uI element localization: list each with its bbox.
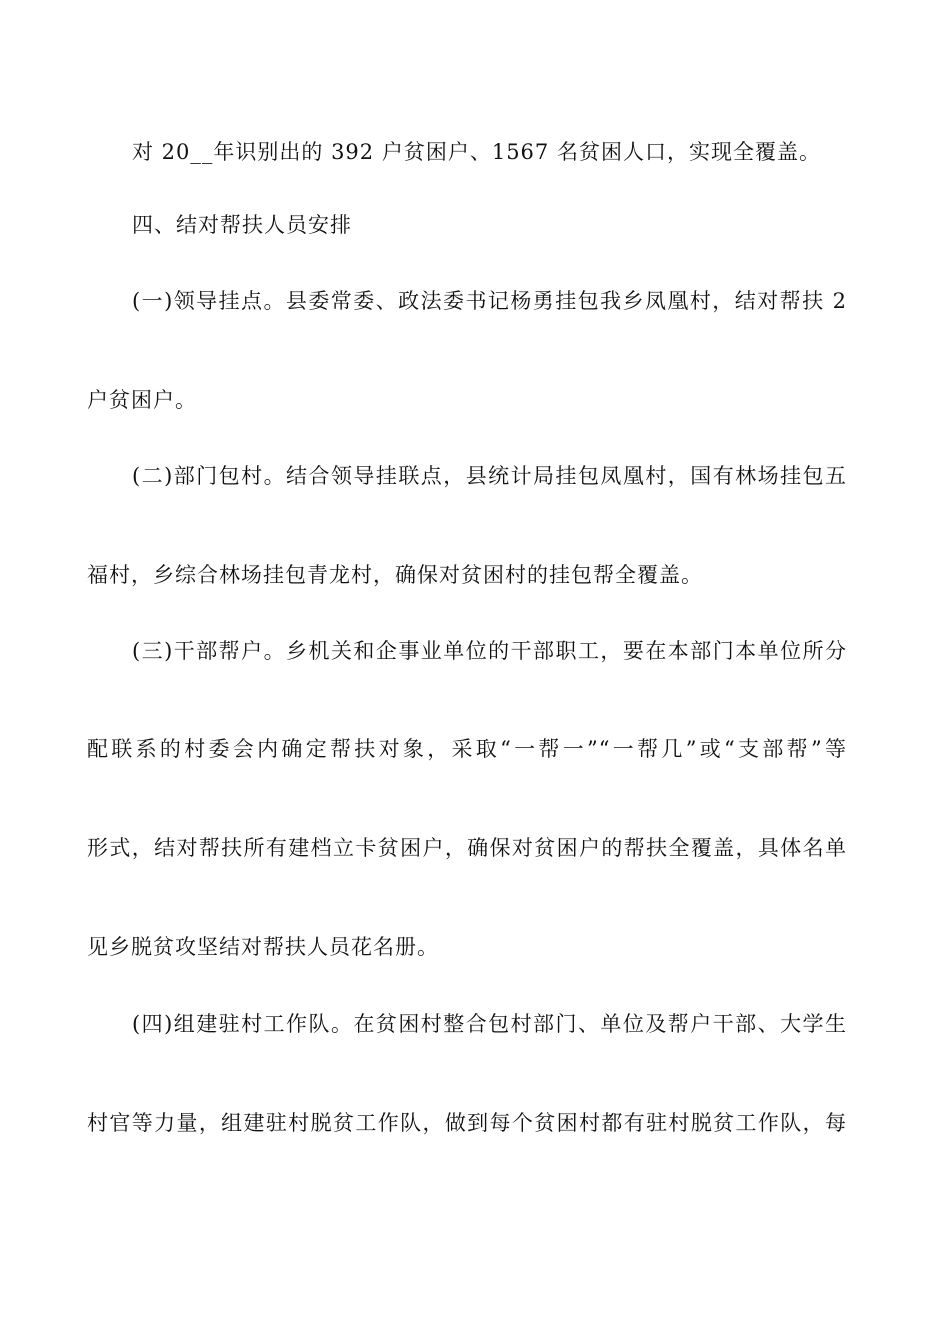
paragraph-line: (三)干部帮户。乡机关和企事业单位的干部职工，要在本部门本单位所分 — [132, 639, 847, 663]
paragraph-line: 见乡脱贫攻坚结对帮扶人员花名册。 — [87, 935, 439, 959]
paragraph-line: 对 20__年识别出的 392 户贫困户、1567 名贫困人口，实现全覆盖。 — [132, 140, 821, 164]
paragraph-line: 形式，结对帮扶所有建档立卡贫困户，确保对贫困户的帮扶全覆盖，具体名单 — [87, 836, 847, 860]
paragraph-line: (四)组建驻村工作队。在贫困村整合包村部门、单位及帮户干部、大学生 — [132, 1012, 847, 1036]
paragraph-line: 村官等力量，组建驻村脱贫工作队，做到每个贫困村都有驻村脱贫工作队，每 — [87, 1111, 847, 1135]
paragraph-line: (二)部门包村。结合领导挂联点，县统计局挂包凤凰村，国有林场挂包五 — [132, 464, 847, 488]
section-heading: 四、结对帮扶人员安排 — [132, 213, 352, 237]
paragraph-line: 配联系的村委会内确定帮扶对象，采取“一帮一”“一帮几”或“支部帮”等 — [87, 737, 847, 761]
paragraph-line: 福村，乡综合林场挂包青龙村，确保对贫困村的挂包帮全覆盖。 — [87, 563, 703, 587]
paragraph-line: 户贫困户。 — [87, 388, 197, 412]
paragraph-line: (一)领导挂点。县委常委、政法委书记杨勇挂包我乡凤凰村，结对帮扶 2 — [132, 289, 847, 313]
